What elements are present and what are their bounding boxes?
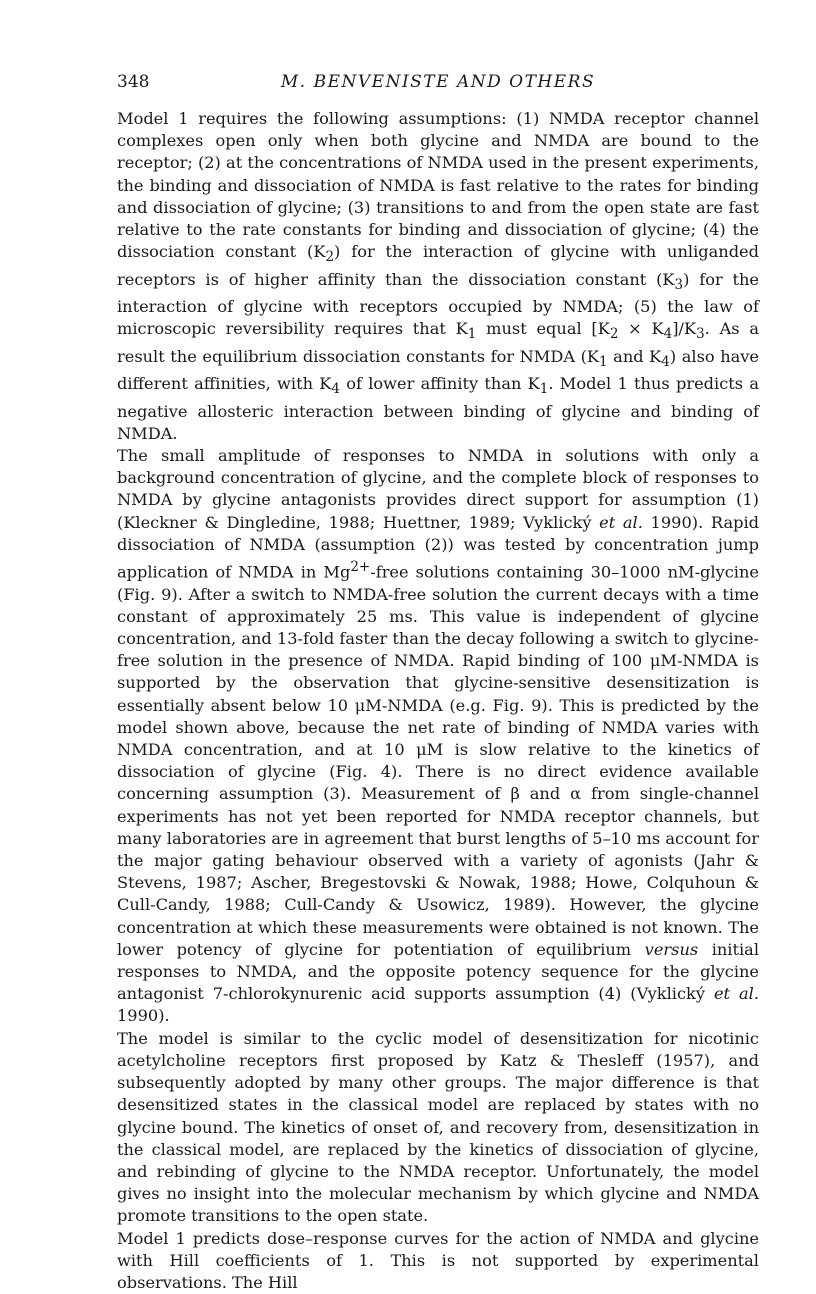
page-header: [117, 72, 759, 100]
page-number: 348: [117, 72, 150, 92]
paragraph-1: Model 1 requires the following assumptions: (1) NMDA receptor channel complexes open only when both glycine and NMDA are bound to the receptor; (2) at the concentrations of NMDA used in the present experiments, the binding and dissociation of NMDA is fast relative to the rates for binding and dissociation of glycine; (3) transitions to and from the open state are fast relative to the rate constants for binding and dissociation of glycine; (4) the dissociation constant $(K_2)$ for the interaction of glycine with unliganded receptors is of higher affinity than the dissociation constant $(K_3)$ for the interaction of glycine with receptors occupied by NMDA; (5) the law of microscopic reversibility requires that $K_1$ must equal $[K_2 \times K_4]/K_3$. As a result the equilibrium dissociation constants for NMDA ($K_1$ and $K_4$) also have different affinities, with $K_4$ of lower affinity than $K_1$. Model 1 thus predicts a negative allosteric interaction between binding of glycine and binding of NMDA.: [117, 109, 759, 443]
paragraph-2: The small amplitude of responses to NMDA in solutions with only a background concentration of glycine, and the complete block of responses to NMDA by glycine antagonists provides direct support for assumption (1) (Kleckner & Dingledine, 1988; Huettner, 1989; Vyklický et al. 1990). Rapid dissociation of NMDA (assumption (2)) was tested by concentration jump application of NMDA in $Mg^{2+}$-free solutions containing 30–1000 nM-glycine (Fig. 9). After a switch to NMDA-free solution the current decays with a time constant of approximately 25 ms. This value is independent of glycine concentration, and 13-fold faster than the decay following a switch to glycine-free solution in the presence of NMDA. Rapid binding of 100 μM-NMDA is supported by the observation that glycine-sensitive desensitization is essentially absent below 10 μM-NMDA (e.g. Fig. 9). This is predicted by the model shown above, because the net rate of binding of NMDA varies with NMDA concentration, and at 10 μM is slow relative to the kinetics of dissociation of glycine (Fig. 4). There is no direct evidence available concerning assumption (3). Measurement of β and α from single-channel experiments has not yet been reported for NMDA receptor channels, but many laboratories are in agreement that burst lengths of 5–10 ms account for the major gating behaviour observed with a variety of agonists (Jahr & Stevens, 1987; Ascher, Bregestovski & Nowak, 1988; Howe, Colquhoun & Cull-Candy, 1988; Cull-Candy & Usowicz, 1989). However, the glycine concentration at which these measurements were obtained is not known. The lower potency of glycine for potentiation of equilibrium versus initial responses to NMDA, and the opposite potency sequence for the glycine antagonist 7-chlorokynurenic acid supports assumption (4) (Vyklický et al. 1990).: [117, 446, 759, 1026]
page: [117, 72, 759, 1294]
running-head: M. BENVENISTE AND OTHERS: [280, 72, 596, 92]
paragraph-4: Model 1 predicts dose–response curves for the action of NMDA and glycine with Hill coefficients of 1. This is not supported by experimental observations. The Hill: [117, 1228, 759, 1292]
paragraph-3: The model is similar to the cyclic model of desensitization for nicotinic acetylcholine receptors first proposed by Katz & Thesleff (1957), and subsequently adopted by many other groups. The major difference is that desensitized states in the classical model are replaced by states with no glycine bound. The kinetics of onset of, and recovery from, desensitization in the classical model, are replaced by the kinetics of dissociation of glycine, and rebinding of glycine to the NMDA receptor. Unfortunately, the model gives no insight into the molecular mechanism by which glycine and NMDA promote transitions to the open state.: [117, 1028, 759, 1226]
